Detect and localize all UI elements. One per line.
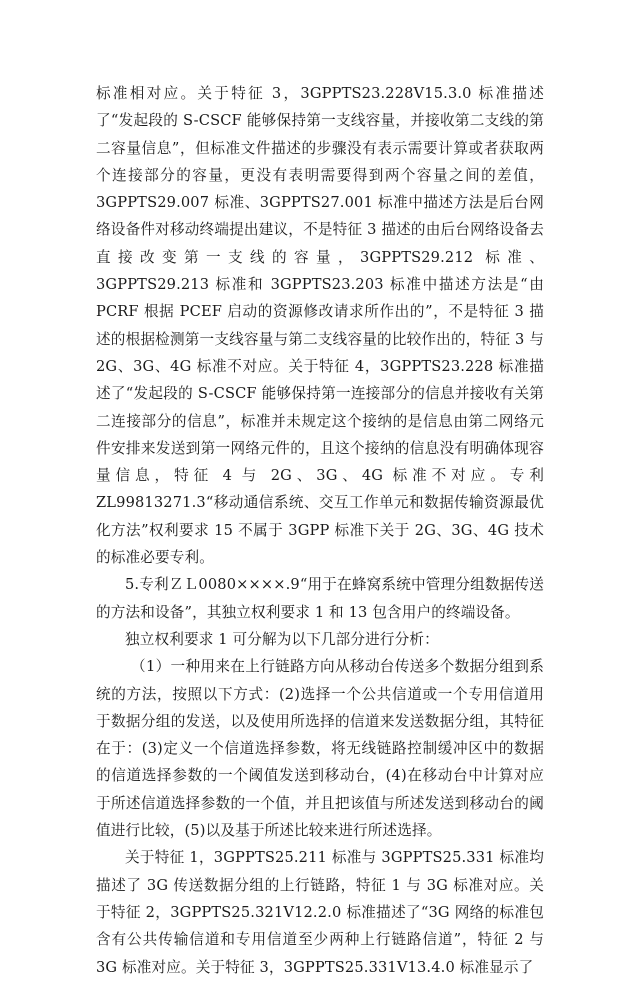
document-page: [96, 80, 544, 981]
paragraph-claim-1-elements: （1）一种用来在上行链路方向从移动台传送多个数据分组到系统的方法，按照以下方式：(2)选择一个公共信道或一个专用信道用于数据分组的发送，以及使用所选择的信道来发送数据分组，其特征在于：(3)定义一个信道选择参数，将无线链路控制缓冲区中的数据的信道选择参数的一个阈值发送到移动台，(4)在移动台中计算对应于所述信道选择参数的一个值，并且把该值与所述发送到移动台的阈值进行比较，(5)以及基于所述比较来进行所述选择。: [96, 658, 544, 840]
paragraph-claim-1-intro: 独立权利要求 1 可分解为以下几部分进行分析：: [125, 630, 439, 648]
paragraph-feature-analysis: 关于特征 1，3GPPTS25.211 标准与 3GPPTS25.331 标准均描述了 3G 传送数据分组的上行链路，特征 1 与 3G 标准对应。关于特征 2，3GPPTS25.321V12.2.0 标准描述了“3G 网络的标准包含有公共传输信道和专用信道至少两种上行链路信道”，特征 2 与 3G 标准对应。关于特征 3，3GPPTS25.331V13.4.0 标准显示了: [96, 849, 544, 976]
paragraph-patent-5: 5.专利ＺＬ0080××××.9“用于在蜂窝系统中管理分组数据传送的方法和设备”，其独立权利要求 1 和 13 包含用户的终端设备。: [96, 576, 544, 621]
paragraph-features-3-4: 标准相对应。关于特征 3，3GPPTS23.228V15.3.0 标准描述了“发起段的 S-CSCF 能够保持第一支线容量，并接收第二支线的第二容量信息”，但标准文件描述的步骤没有表示需要计算或者获取两个连接部分的容量，更没有表明需要得到两个容量之间的差值，3GPPTS29.007 标准、3GPPTS27.001 标准中描述方法是后台网络设备件对移动终端提出建议，不是特征 3 描述的由后台网络设备去直接改变第一支线的容量，3GPPTS29.212 标准、3GPPTS29.213 标准和 3GPPTS23.203 标准中描述方法是“由 PCRF 根据 PCEF 启动的资源修改请求所作出的”，不是特征 3 描述的根据检测第一支线容量与第二支线容量的比较作出的，特征 3 与 2G、3G、4G 标准不对应。关于特征 4，3GPPTS23.228 标准描述了“发起段的 S-CSCF 能够保持第一连接部分的信息并接收有关第二连接部分的信息”，标准并未规定这个接纳的是信息由第二网络元件安排来发送到第一网络元件的，且这个接纳的信息没有明确体现容量信息，特征 4 与 2G、3G、4G 标准不对应。专利 ZL99813271.3“移动通信系统、交互工作单元和数据传输资源最优化方法”权利要求 15 不属于 3GPP 标准下关于 2G、3G、4G 技术的标准必要专利。: [96, 85, 544, 567]
